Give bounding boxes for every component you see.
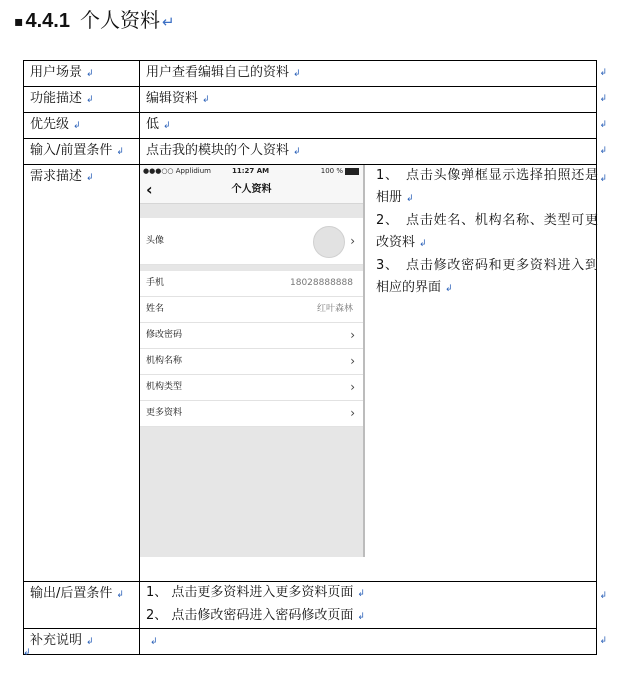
cell-mark-icon: ↲ (163, 121, 171, 131)
requirement-point-text: 1、 点击头像弹框显示选择拍照还是相册 (376, 168, 598, 205)
label-cell (24, 87, 140, 113)
row-label: 机构类型 (146, 382, 183, 392)
bullet-dot-icon: ▪ (14, 13, 24, 30)
row-label: 姓名 (146, 304, 165, 314)
battery-icon (345, 168, 359, 175)
row-input (24, 139, 597, 165)
row-label: 头像 (146, 236, 165, 246)
cell-mark-icon: ↲ (86, 173, 94, 183)
cell-mark-icon: ↲ (293, 69, 301, 79)
cell-mark-icon: ↲ (357, 589, 365, 599)
row-label: 更多资料 (146, 408, 183, 418)
carrier-label: ●●●○○ Applidium (143, 167, 211, 175)
row-function (24, 87, 597, 113)
value-cell (140, 113, 607, 139)
phone-mockup (140, 165, 365, 557)
paragraph-end-mark-icon: ↲ (23, 648, 31, 658)
label-supplement: 补充说明 (30, 633, 83, 648)
phone-nav-title: 个人资料 (231, 184, 272, 195)
cell-mark-icon: ↲ (73, 121, 81, 131)
row-mark-icon: ↲ (599, 174, 607, 184)
cell-mark-icon: ↲ (202, 95, 210, 105)
phone-status-bar (140, 165, 363, 177)
section-gap (140, 204, 363, 218)
phone-row-avatar[interactable] (140, 218, 363, 265)
value-scene: 用户查看编辑自己的资料 (146, 65, 290, 80)
phone-row-more-info[interactable] (140, 401, 363, 427)
cell-mark-icon: ↲ (116, 590, 124, 600)
cell-mark-icon: ↲ (293, 147, 301, 157)
chevron-right-icon: › (350, 380, 355, 394)
cell-mark-icon: ↲ (419, 239, 427, 249)
chevron-right-icon: › (350, 234, 355, 248)
row-requirement (24, 165, 597, 582)
chevron-right-icon: › (350, 328, 355, 342)
row-scene (24, 61, 597, 87)
label-cell (24, 139, 140, 165)
row-mark-icon: ↲ (599, 146, 607, 156)
phone-row-org-type[interactable] (140, 375, 363, 401)
row-label: 手机 (146, 278, 165, 288)
label-input: 输入/前置条件 (30, 143, 113, 158)
row-value: 红叶森林 (316, 304, 353, 314)
row-mark-icon: ↲ (599, 591, 607, 601)
value-priority: 低 (146, 117, 160, 132)
label-cell (24, 61, 140, 87)
cell-mark-icon: ↲ (86, 95, 94, 105)
requirement-point-text: 2、 点击姓名、机构名称、类型可更改资料 (376, 213, 598, 250)
requirement-point (376, 165, 598, 210)
cell-mark-icon: ↲ (445, 284, 453, 294)
requirement-text (376, 165, 598, 300)
value-cell (140, 139, 607, 165)
requirement-point (376, 210, 598, 255)
label-scene: 用户场景 (30, 65, 83, 80)
clock-label: 11:27 AM (232, 167, 270, 175)
row-mark-icon: ↲ (599, 120, 607, 130)
label-cell (24, 629, 140, 655)
row-label: 修改密码 (146, 330, 183, 340)
battery-label: 100 % (320, 167, 343, 175)
requirement-point (376, 255, 598, 300)
phone-row-org-name[interactable] (140, 349, 363, 375)
label-cell (24, 165, 140, 582)
cell-mark-icon: ↲ (86, 637, 94, 647)
battery-indicator (321, 165, 359, 177)
cell-mark-icon: ↲ (116, 147, 124, 157)
value-cell (140, 61, 607, 87)
row-mark-icon: ↲ (599, 94, 607, 104)
avatar[interactable] (313, 226, 345, 258)
cell-mark-icon: ↲ (86, 69, 94, 79)
label-function: 功能描述 (30, 91, 83, 106)
row-mark-icon: ↲ (599, 636, 607, 646)
chevron-right-icon: › (350, 406, 355, 420)
phone-nav-bar (140, 177, 363, 204)
output-line (146, 605, 596, 628)
cell-mark-icon: ↲ (357, 612, 365, 622)
requirement-cell (140, 165, 607, 582)
label-priority: 优先级 (30, 117, 70, 132)
chevron-right-icon: › (350, 354, 355, 368)
section-title: 个人资料 (79, 8, 160, 32)
section-heading (14, 6, 175, 34)
requirement-point-text: 3、 点击修改密码和更多资料进入到相应的界面 (376, 258, 598, 295)
label-requirement: 需求描述 (30, 169, 83, 184)
paragraph-mark-icon: ↵ (161, 13, 175, 31)
row-mark-icon: ↲ (599, 68, 607, 78)
row-priority (24, 113, 597, 139)
label-cell (24, 113, 140, 139)
spec-table (23, 60, 607, 655)
cell-mark-icon: ↲ (150, 637, 158, 647)
row-output (24, 582, 597, 629)
label-cell (24, 582, 140, 629)
value-input: 点击我的模块的个人资料 (146, 143, 290, 158)
value-cell (140, 582, 607, 629)
row-value: 18028888888 (290, 278, 353, 288)
label-output: 输出/后置条件 (30, 586, 113, 601)
row-supplement (24, 629, 597, 655)
output-line-text: 1、 点击更多资料进入更多资料页面 (146, 585, 354, 600)
value-cell (140, 629, 607, 655)
section-number: 4.4.1 (25, 10, 70, 32)
cell-mark-icon: ↲ (406, 194, 414, 204)
output-line (146, 582, 596, 605)
row-label: 机构名称 (146, 356, 183, 366)
phone-row-name[interactable] (140, 297, 363, 323)
back-arrow-icon[interactable]: ‹ (146, 180, 153, 199)
phone-row-change-password[interactable] (140, 323, 363, 349)
value-function: 编辑资料 (146, 91, 199, 106)
output-line-text: 2、 点击修改密码进入密码修改页面 (146, 608, 354, 623)
value-cell (140, 87, 607, 113)
requirement-content (140, 165, 596, 581)
phone-row-mobile (140, 271, 363, 297)
